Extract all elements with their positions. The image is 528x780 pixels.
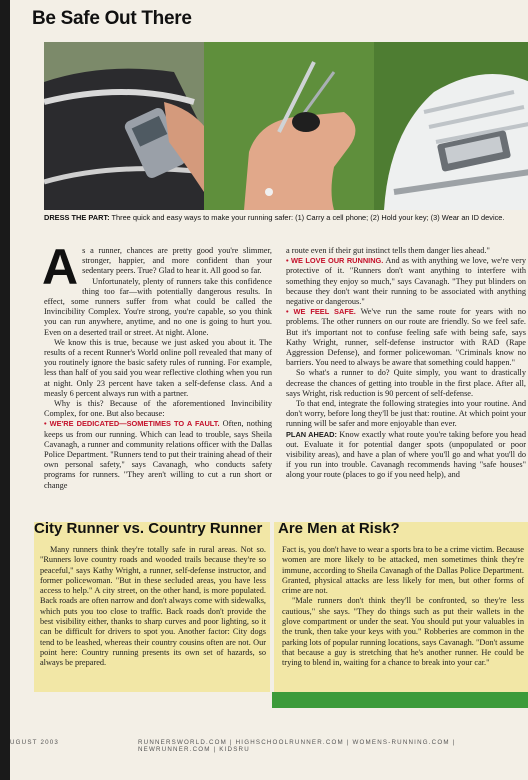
- tip-text: Know exactly what route you're taking before you head out. Evaluate it for potential danger spots (unpopulated or poor visibility areas), and have a plan of where you'll go and what you'll do if you run into trouble. Cavanagh recommends having "safe houses" along your route (places to go if you need help), and: [286, 429, 527, 480]
- bullet-lead: • WE LOVE OUR RUNNING.: [286, 256, 384, 266]
- sidebar-paragraph: "Male runners don't think they'll be confronted, so they're less cautious," she says. "They do things such as put their wallets in the glove compartment or under the seat. You should put your valuables in the trunk, then take your keys with you." Robberies are common in the parking lots of popular running locations, says Cavanagh. "Don't assume that because a guy is stretching that he's another runner. He could be trying to blend in, waiting for a chance to break into your car.": [282, 596, 524, 668]
- photo-caption: [44, 213, 528, 223]
- sidebar-text-men-risk: [282, 545, 524, 669]
- issue-date: UGUST 2003: [10, 739, 60, 746]
- drop-cap: A: [42, 239, 79, 295]
- paragraph: Why is this? Because of the aforementioned Invincibility Complex, for one. But also because:: [44, 399, 272, 419]
- paragraph: To that end, integrate the following strategies into your routine. And don't worry, before long they'll be just that: routine. At which point your running will be safer and more enjoyable than ever.: [286, 399, 526, 429]
- paragraph: a route even if their gut instinct tells them danger lies ahead.": [286, 246, 490, 255]
- paragraph: So what's a runner to do? Quite simply, you want to drastically decrease the chances of getting into trouble in the first place. After all, says Wright, risk reduction is 90 percent of self-defense.: [286, 368, 526, 398]
- tip-lead: PLAN AHEAD:: [286, 429, 337, 439]
- photo-strip: [44, 42, 528, 210]
- paragraph: We know this is true, because we just asked you about it. The results of a recent Runner's World online poll revealed that many of you routinely ignore the basic safety rules of running. For example, less than half of you said you wear reflective clothing when you run at night. Only 23 percent have taken a self-defense class. And a measly 6 percent always run with a partner.: [44, 337, 272, 398]
- sidebar-text-city-country: [40, 545, 266, 669]
- bullet-text: We've run the same route for years with no problems. The other runners on our route are friendly. So we feel safe. But it's important not to confuse feeling safe with being safe, says Kathy Wright, runner, self-defense instructor with RAD (Rape Aggression Defense), and former policewoman. "Criminals know no barriers. You need to always be aware that something could happen.": [286, 307, 526, 368]
- caption-text: Three quick and easy ways to make your running safer: (1) Carry a cell phone; (2) Hold your key; (3) Wear an ID device.: [109, 213, 505, 222]
- paragraph-intro: [42, 239, 272, 295]
- safety-gear-photo: [44, 42, 528, 210]
- plan-ahead-tip: [286, 430, 526, 481]
- caption-lead: DRESS THE PART:: [44, 213, 110, 222]
- bullet-text: And as with anything we love, we're very protective of it. "Runners don't want anything to interfere with something they enjoy so much," says Cavanagh. "They put blinders on because they don't want their running to be associated with anything negative or dangerous.": [286, 256, 526, 307]
- bullet-lead: • WE FEEL SAFE.: [286, 307, 356, 317]
- sidebar-paragraph: Fact is, you don't have to wear a sports bra to be a crime victim. Because women are more likely to be attacked, men sometimes think they're immune, according to Sheila Cavanagh of the Dallas Police Department. Granted, physical attacks are less likely for men, but other forms of crime are not.: [282, 545, 524, 596]
- page-title: Be Safe Out There: [32, 8, 192, 29]
- bullet-text: Often, nothing keeps us from our running. Which can lead to trouble, says Sheila Cavanagh, a runner and community relations officer with the Dallas Police Department. "Runners tend to put their training ahead of their own personal safety," says Cavanagh, who conducts safety programs for runners. "They aren't willing to cut a run short or change: [44, 419, 273, 490]
- sidebar-heading-men-risk: Are Men at Risk?: [278, 520, 400, 537]
- bullet-love-running: [286, 256, 526, 307]
- bullet-feel-safe: [286, 307, 526, 368]
- sidebar-heading-city-country: City Runner vs. Country Runner: [34, 520, 263, 537]
- bullet-dedicated: [44, 419, 272, 490]
- magazine-page: [10, 0, 528, 780]
- article-column-left: [42, 239, 273, 491]
- sidebar-paragraph: Many runners think they're totally safe in rural areas. Not so. "Runners love country roads and wooded trails because they're so peaceful," says Kathy Wright, a runner, self-defense instructor, and former policewoman. "But in these secluded areas, you have less access to help." A city street, on the other hand, is more populated. Back roads are often narrow and don't always come with sidewalks, which puts you too close to traffic. Back roads don't provide the best visibility either, thanks to sharp curves and poor lighting, so it can be difficult for drivers to spot you. Another factor: City dogs tend to be leashed, whereas their country cousins often are not. Our point here: Country running presents its own set of hazards, so always be prepared.: [40, 545, 266, 668]
- article-column-right: [286, 246, 526, 481]
- footer-websites: RUNNERSWORLD.COM | HIGHSCHOOLRUNNER.COM | WOMENS-RUNNING.COM | NEWRUNNER.COM | KIDSRU: [138, 739, 456, 753]
- sidebar-accent-bar: [272, 692, 528, 708]
- bullet-lead: • WE'RE DEDICATED—SOMETIMES TO A FAULT.: [44, 419, 220, 429]
- paragraph: Unfortunately, plenty of runners take this confidence thing too far—with potentially dangerous results. In effect, some runners suffer from what could be called the Invincibility Complex. You're strong, you're capable, so you think you can run anywhere, anytime, and no one is going to hurt you. Even on a deserted trail or street. At night. Alone.: [44, 276, 272, 337]
- intro-text: s a runner, chances are pretty good you're slimmer, stronger, happier, and more confident than your sedentary peers. True? Glad to hear it. All good so far.: [82, 246, 272, 276]
